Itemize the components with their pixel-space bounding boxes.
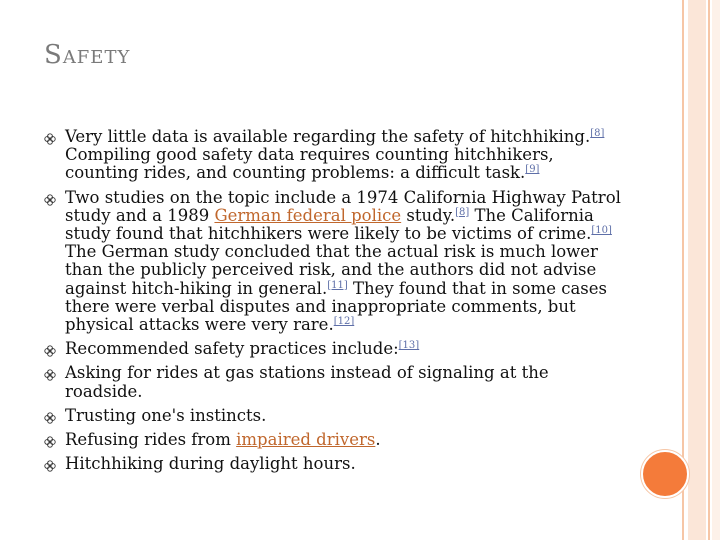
cloverleaf-bullet-icon	[44, 367, 56, 379]
decor-stripe	[688, 0, 706, 540]
title-initial: S	[44, 40, 63, 70]
bullet-text: Hitchhiking during daylight hours.	[65, 454, 356, 474]
bullet-text: Trusting one's instincts.	[65, 405, 267, 425]
bullet-text: They found that in some cases there were verbal disputes and inappropriate comments, but physical attacks were very rare.	[65, 278, 607, 335]
bullet-text: Compiling good safety data requires counting hitchhikers, counting rides, and counting problems: a difficult task.	[65, 145, 554, 183]
bullet-item	[44, 128, 624, 183]
decor-stripe	[708, 0, 710, 540]
bullet-text: .	[375, 430, 381, 450]
cloverleaf-bullet-icon	[44, 131, 56, 143]
bullet-text: The German study concluded that the actual risk is much lower than the publicly perceived risk, and the authors did not advise against hitch-hiking in general.	[65, 242, 598, 298]
bullet-text: Refusing rides from	[65, 430, 237, 450]
bullet-text: Very little data is available regarding the safety of hitchhiking.	[65, 127, 591, 146]
inline-link[interactable]: impaired drivers	[236, 430, 376, 450]
citation-link[interactable]: [12]	[333, 316, 355, 328]
bullet-text: Asking for rides at gas stations instead of signaling at the roadside.	[65, 363, 549, 401]
decor-stripe	[712, 0, 720, 540]
citation-link[interactable]: [10]	[591, 225, 612, 237]
cloverleaf-bullet-icon	[44, 410, 56, 422]
accent-circle	[641, 450, 689, 498]
citation-link[interactable]: [9]	[525, 164, 540, 176]
bullet-text: Two studies on the topic include a 1974 California Highway Patrol study and a 1989	[65, 187, 621, 225]
citation-link[interactable]: [13]	[398, 340, 420, 352]
cloverleaf-bullet-icon	[44, 343, 56, 355]
inline-link[interactable]: German federal police	[214, 205, 402, 225]
cloverleaf-bullet-icon	[44, 192, 56, 204]
title-rest: AFETY	[62, 47, 131, 68]
slide-title	[44, 40, 130, 70]
bullet-text: The California study found that hitchhikers were likely to be victims of crime.	[65, 205, 594, 244]
citation-link[interactable]: [8]	[590, 128, 605, 139]
bullet-item	[44, 340, 624, 358]
bullet-item	[44, 189, 624, 335]
citation-link[interactable]: [8]	[455, 206, 470, 218]
bullet-item	[44, 455, 624, 473]
bullet-text: Recommended safety practices include:	[65, 339, 399, 359]
citation-link[interactable]: [11]	[327, 279, 348, 291]
bullet-list	[44, 128, 624, 479]
bullet-item	[44, 407, 624, 425]
cloverleaf-bullet-icon	[44, 458, 56, 470]
cloverleaf-bullet-icon	[44, 434, 56, 446]
bullet-item	[44, 431, 624, 449]
bullet-text: study.	[401, 205, 456, 225]
bullet-item	[44, 364, 624, 400]
